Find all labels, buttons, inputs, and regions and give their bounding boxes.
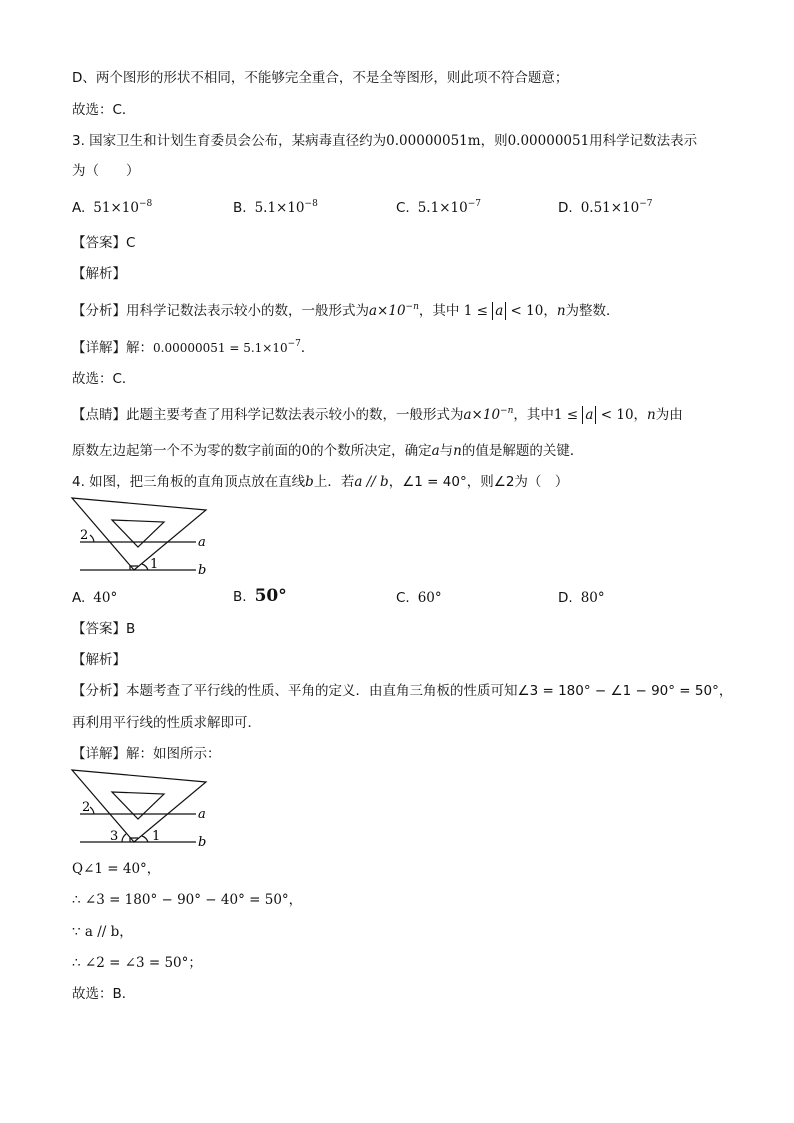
- q4-option-b: B. 50°: [233, 586, 287, 606]
- q2-choose: 故选：C．: [72, 102, 136, 118]
- label-b: b: [198, 835, 207, 850]
- label-b: b: [198, 563, 207, 578]
- angle-3-arc: [122, 834, 126, 842]
- q4-step4: ∴ ∠2 = ∠3 = 50°；: [72, 955, 202, 971]
- q2-option-d-text: D、两个图形的形状不相同，不能够完全重合，不是全等图形，则此项不符合题意；: [72, 70, 569, 86]
- angle-2-arc: [90, 807, 94, 814]
- q4-step3: ∵ a // b，: [72, 924, 133, 940]
- q4-triangle-figure: [68, 492, 218, 582]
- q4-option-c: C. 60°: [396, 590, 442, 606]
- q3-answer: 【答案】C: [72, 235, 136, 251]
- q3-stem-line1: 3. 国家卫生和计划生育委员会公布，某病毒直径约为0.00000051m，则0.00000051用科学记数法表示: [72, 133, 698, 149]
- q4-solution-figure: [68, 764, 218, 856]
- angle-1-arc: [142, 836, 148, 842]
- label-2: 2: [80, 528, 89, 543]
- q4-step2: ∴ ∠3 = 180° − 90° − 40° = 50°，: [72, 892, 303, 908]
- q3-option-b: B. $5.1\times 10^{-8}$: [233, 199, 318, 216]
- q3-fenxi: 【分析】用科学记数法表示较小的数，一般形式为$a\times 10^{-n}$，其中 1 ≤ a < 10，n为整数．: [72, 302, 620, 319]
- q4-step1: Q∠1 = 40°，: [72, 861, 161, 877]
- q4-fenxi-line1: 【分析】本题考查了平行线的性质、平角的定义．由直角三角板的性质可知∠3 = 180° − ∠1 − 90° = 50°，: [72, 683, 733, 699]
- q3-option-a: A. $51\times 10^{-8}$: [72, 199, 153, 216]
- q4-xiangjie: 【详解】解：如图所示：: [72, 746, 221, 762]
- q4-answer: 【答案】B: [72, 621, 136, 637]
- label-a: a: [198, 535, 206, 550]
- inner-triangle: [112, 792, 164, 819]
- q3-option-d: D. $0.51\times 10^{-7}$: [558, 199, 653, 216]
- q4-fenxi-line2: 再利用平行线的性质求解即可．: [72, 715, 261, 731]
- angle-2-arc: [90, 535, 94, 542]
- q3-xiangjie: 【详解】解：$0.00000051 = 5.1\times 10^{-7}$．: [72, 339, 315, 356]
- label-1: 1: [152, 829, 161, 844]
- q3-choose: 故选：C．: [72, 371, 136, 387]
- q4-stem: 4. 如图，把三角板的直角顶点放在直线b上．若a // b，∠1 = 40°，则∠2为（ ）: [72, 474, 569, 490]
- label-2: 2: [82, 800, 91, 815]
- q4-option-a: A. 40°: [72, 590, 118, 606]
- q3-stem-line2: 为（ ）: [72, 163, 140, 179]
- outer-triangle: [72, 498, 206, 570]
- label-1: 1: [150, 557, 159, 572]
- label-3: 3: [110, 829, 119, 844]
- q4-analysis-heading: 【解析】: [72, 652, 126, 668]
- q4-option-d: D. 80°: [558, 590, 605, 606]
- inner-triangle: [112, 520, 164, 547]
- q3-dianjing-line1: 【点睛】此题主要考查了用科学记数法表示较小的数，一般形式为$a\times 10^{-n}$，其中1 ≤ a < 10，n为由: [72, 406, 683, 423]
- q4-choose: 故选：B．: [72, 986, 136, 1002]
- q3-dianjing-line2: 原数左边起第一个不为零的数字前面的0的个数所决定，确定a与n的值是解题的关键．: [72, 443, 584, 459]
- label-a: a: [198, 807, 206, 822]
- angle-1-arc: [142, 564, 148, 570]
- q3-analysis-heading: 【解析】: [72, 266, 126, 282]
- outer-triangle: [72, 770, 206, 842]
- q3-option-c: C. $5.1\times 10^{-7}$: [396, 199, 481, 216]
